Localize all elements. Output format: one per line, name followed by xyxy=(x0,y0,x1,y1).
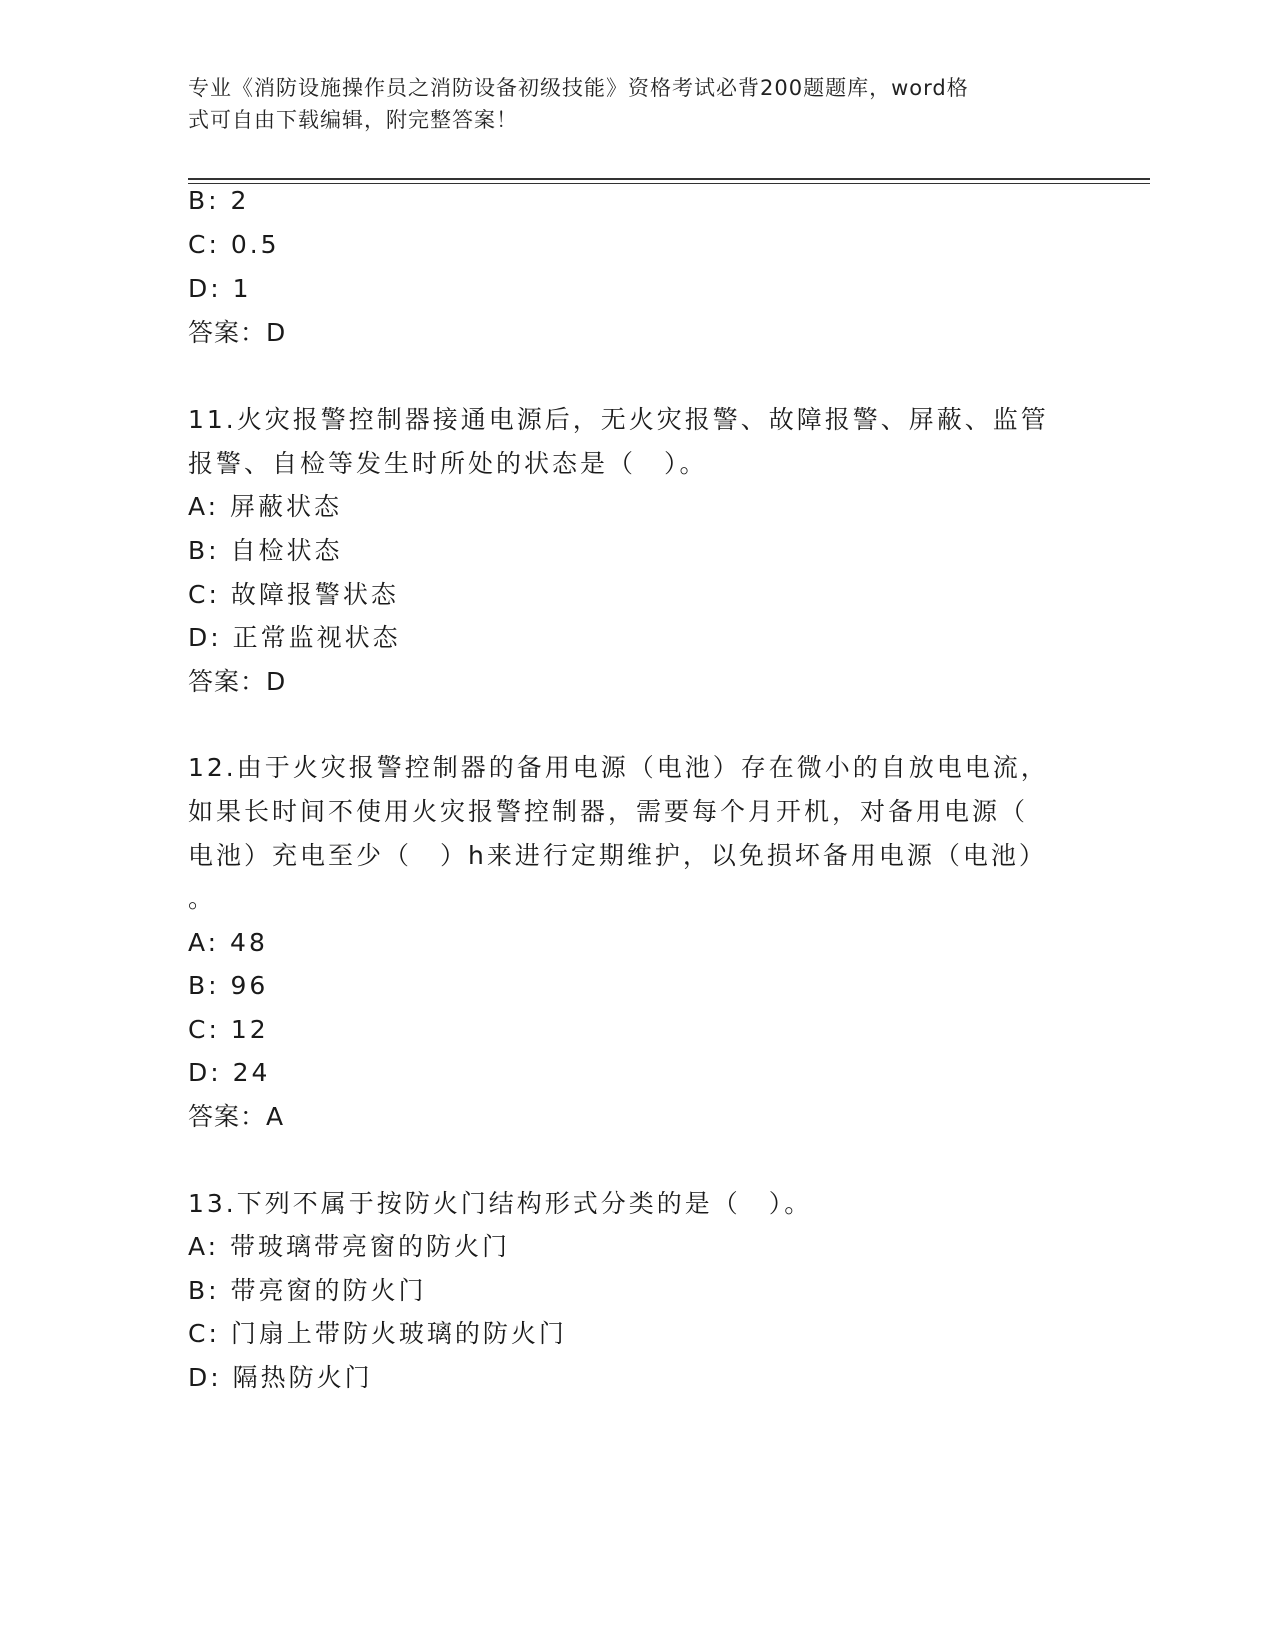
header-title-line-1: 专业《消防设施操作员之消防设备初级技能》资格考试必背200题题库，word格 xyxy=(188,76,969,100)
q12-option-a: A: 48 xyxy=(188,928,268,957)
q11-option-a: A: 屏蔽状态 xyxy=(188,492,343,521)
q11-answer: 答案：D xyxy=(188,667,287,696)
q13-option-b: B: 带亮窗的防火门 xyxy=(188,1276,427,1305)
q11-option-c: C: 故障报警状态 xyxy=(188,580,399,609)
q11-option-b: B: 自检状态 xyxy=(188,536,343,565)
q13-option-a: A: 带玻璃带亮窗的防火门 xyxy=(188,1232,511,1261)
q12-stem-line-2: 如果长时间不使用火灾报警控制器，需要每个月开机，对备用电源（ xyxy=(188,797,1029,826)
q12-option-b: B: 96 xyxy=(188,971,269,1000)
q12-option-c: C: 12 xyxy=(188,1015,269,1044)
q12-answer: 答案：A xyxy=(188,1102,285,1131)
q10-answer: 答案：D xyxy=(188,318,287,347)
q13-stem-line-1: 13.下列不属于按防火门结构形式分类的是（ ）。 xyxy=(188,1189,813,1218)
q11-option-d: D: 正常监视状态 xyxy=(188,623,401,652)
q13-option-c: C: 门扇上带防火玻璃的防火门 xyxy=(188,1319,567,1348)
q12-stem-line-3: 电池）充电至少（ ）h来进行定期维护，以免损坏备用电源（电池） xyxy=(188,841,1047,870)
q12-stem-line-4: 。 xyxy=(188,884,217,913)
q10-option-c: C: 0.5 xyxy=(188,230,280,259)
document-header xyxy=(188,72,1068,136)
q11-stem-line-2: 报警、自检等发生时所处的状态是（ ）。 xyxy=(188,449,708,478)
q10-option-d: D: 1 xyxy=(188,274,252,303)
q11-stem-line-1: 11.火灾报警控制器接通电源后，无火灾报警、故障报警、屏蔽、监管 xyxy=(188,405,1049,434)
q10-option-b: B: 2 xyxy=(188,186,250,215)
header-title-line-2: 式可自由下载编辑，附完整答案！ xyxy=(188,108,518,132)
header-divider-thin xyxy=(188,183,1150,184)
q12-stem-line-1: 12.由于火灾报警控制器的备用电源（电池）存在微小的自放电电流， xyxy=(188,753,1049,782)
q12-option-d: D: 24 xyxy=(188,1058,271,1087)
header-divider-thick xyxy=(188,178,1150,180)
q13-option-d: D: 隔热防火门 xyxy=(188,1363,373,1392)
